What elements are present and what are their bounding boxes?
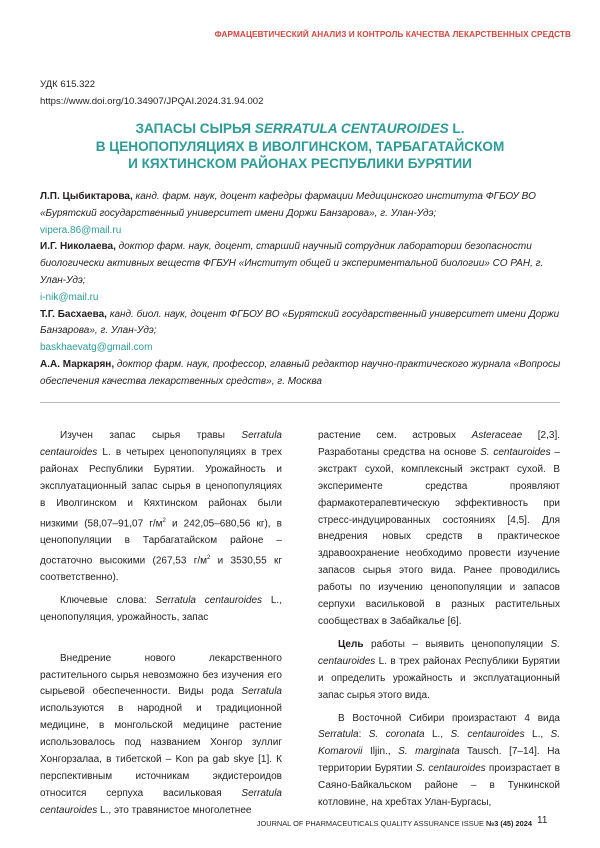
body-text: Внедрение нового лекарственного растительного сырья невозможно без изучения его сырьевой обеспеченности. Виды рода bbox=[40, 652, 282, 698]
species-name: S. Komarovii bbox=[318, 729, 560, 758]
author-entry bbox=[40, 307, 562, 357]
body-text: L., это травянистое многолетнее bbox=[97, 804, 252, 816]
abstract-text: и 242,05–680,56 кг), в ценопопуляции в Тарбагатайском районе – достаточно высокими (267,53 г/м bbox=[40, 517, 282, 566]
body-text: произрастает в Саяно-Байкальском районе – в Тункинской котловине, на хребтах Улан-Бургасы, bbox=[318, 763, 560, 809]
author-affiliation: доктор фарм. наук, профессор, главный редактор научно-практического журнала «Вопросы обеспечения качества лекарственных средств», г. Москва bbox=[40, 358, 561, 387]
body-paragraph bbox=[318, 428, 560, 631]
keywords-label: Ключевые слова: bbox=[60, 594, 156, 606]
abstract-text: L. в четырех ценопопуляциях в трех районах Республики Бурятии. Урожайность и эксплуатационный запас сырья в ценопопуляциях в Иволгинском и Кяхтинском районах были низкими (58,07–91,07 г/м bbox=[40, 446, 282, 529]
body-text: [2,3]. Разработаны средства на основе bbox=[318, 430, 560, 458]
page-number: 11 bbox=[537, 815, 548, 826]
body-text: : bbox=[358, 729, 369, 741]
author-email[interactable]: baskhaevatg@gmail.com bbox=[40, 342, 153, 354]
species-name: S. centauroides bbox=[450, 729, 525, 741]
author-name: А.А. Маркарян, bbox=[40, 358, 115, 370]
body-text: растение сем. астровых bbox=[318, 430, 472, 441]
species-name: S. centauroides bbox=[480, 446, 551, 458]
body-text: Iljin., bbox=[362, 746, 399, 758]
footer-journal-name: JOURNAL OF PHARMACEUTICALS QUALITY ASSURANCE ISSUE bbox=[256, 819, 484, 828]
title-line2: В ЦЕНОПОПУЛЯЦИЯХ В ИВОЛГИНСКОМ, ТАРБАГАТАЙСКОМ bbox=[95, 138, 505, 154]
body-text: используются в народной и традиционной медицине, в монгольской медицине растение использовалось под названием Хонгор зуллиг Хонгорзалаа, в тибетской – Kon pa gab skye [1]. К перспективным источникам экдистероидов относится серпуха васильковая bbox=[40, 703, 282, 799]
author-affiliation: канд. фарм. наук, доцент кафедры фармации Медицинского института ФГБОУ ВО «Бурятский государственный университет имени Доржи Банзарова», г. Улан-Удэ; bbox=[40, 191, 536, 219]
article-title bbox=[40, 120, 560, 173]
genus-name: Serratula bbox=[318, 729, 359, 741]
keywords bbox=[40, 593, 282, 627]
abstract-text: Изучен запас сырья травы bbox=[60, 430, 242, 441]
udk-code: УДК 615.322 bbox=[40, 79, 96, 90]
species-name: Serratula centauroides bbox=[40, 787, 282, 816]
unit-superscript: 2 bbox=[162, 517, 166, 524]
abstract-text: и 3530,55 кг соответственно). bbox=[40, 555, 282, 583]
author-email[interactable]: i-nik@mail.ru bbox=[40, 291, 99, 303]
species-name: S. centauroides bbox=[415, 763, 486, 775]
author-entry bbox=[40, 189, 562, 239]
species-name: S. coronata bbox=[368, 729, 425, 741]
title-line3: И КЯХТИНСКОМ РАЙОНАХ РЕСПУБЛИКИ БУРЯТИИ bbox=[128, 156, 472, 171]
author-entry bbox=[40, 239, 562, 306]
title-line1-post: L. bbox=[448, 121, 465, 136]
aim-label: Цель bbox=[338, 638, 364, 650]
abstract-paragraph bbox=[40, 428, 282, 587]
body-text: – экстракт сухой, комплексный экстракт сухой. В эксперименте средства проявляют фармакотерапевтическую эффективность при стресс-индуцированных состояниях [4,5]. Для внедрения новых средств в практическое здравоохранение необходимо провести изучение запасов сырья этого вида. Ранее проводились работы по изучению ценопопуляции и запасов серпухи васильковой в разных растительных сообществах в Забайкалье [6]. bbox=[318, 446, 560, 627]
aim-paragraph bbox=[318, 637, 560, 705]
author-affiliation: канд. биол. наук, доцент ФГБОУ ВО «Бурятский государственный университет имени Доржи Банзарова», г. Улан-Удэ; bbox=[40, 308, 560, 337]
author-list bbox=[40, 189, 562, 391]
author-entry bbox=[40, 357, 562, 391]
genus-name: Serratula bbox=[241, 686, 282, 698]
keywords-species: Serratula centauroides bbox=[155, 594, 263, 606]
species-name: S. centauroides bbox=[318, 638, 560, 667]
body-text: L. в трех районах Республики Бурятии и определить урожайность и эксплуатационный запас сырья этого вида. bbox=[318, 655, 560, 701]
body-text: L., bbox=[424, 729, 451, 741]
title-line1-pre: ЗАПАСЫ СЫРЬЯ bbox=[135, 121, 255, 136]
body-text: L., bbox=[524, 729, 551, 741]
body-text: В Восточной Сибири произрастают 4 вида bbox=[338, 712, 560, 724]
body-text: Tausch. [7–14]. На территории Бурятии bbox=[318, 746, 560, 775]
title-species: SERRATULA CENTAUROIDES bbox=[254, 121, 449, 136]
doi-link[interactable]: https://www.doi.org/10.34907/JPQAI.2024.31.94.002 bbox=[40, 96, 264, 107]
body-text: работы – выявить ценопопуляции bbox=[363, 638, 551, 650]
author-name: Т.Г. Басхаева, bbox=[40, 308, 107, 320]
abstract-species: Serratula centauroides bbox=[40, 430, 282, 458]
body-paragraph bbox=[318, 711, 560, 812]
author-name: Л.П. Цыбиктарова, bbox=[40, 191, 133, 202]
body-paragraph bbox=[40, 651, 282, 820]
journal-footer bbox=[0, 819, 600, 828]
author-name: И.Г. Николаева, bbox=[40, 241, 116, 253]
species-name: S. marginata bbox=[398, 746, 460, 758]
unit-superscript: 2 bbox=[207, 554, 211, 561]
left-column bbox=[40, 428, 282, 820]
journal-section-header: ФАРМАЦЕВТИЧЕСКИЙ АНАЛИЗ И КОНТРОЛЬ КАЧЕСТВА ЛЕКАРСТВЕННЫХ СРЕДСТВ bbox=[214, 30, 571, 39]
keywords-list: L., ценопопуляция, урожайность, запас bbox=[40, 594, 282, 623]
author-email[interactable]: vipera.86@mail.ru bbox=[40, 224, 122, 236]
author-affiliation: доктор фарм. наук, доцент, старший научный сотрудник лаборатории безопасности биологически активных веществ ФГБУН «Институт общей и экспериментальной биологии» СО РАН, г. Улан-Удэ; bbox=[40, 241, 544, 286]
section-divider bbox=[40, 402, 560, 403]
footer-issue: №3 (45) 2024 bbox=[483, 819, 532, 828]
family-name: Asteraceae bbox=[471, 430, 523, 441]
right-column bbox=[318, 428, 560, 812]
